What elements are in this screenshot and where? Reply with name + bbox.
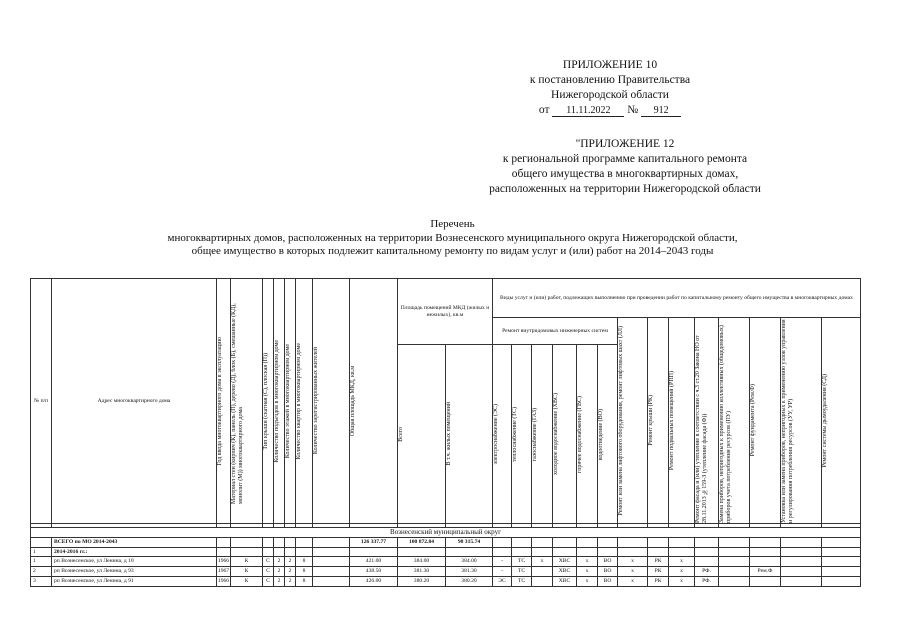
col-header-basement: Ремонт подвальных помещений (РПП) — [669, 370, 675, 471]
decree-date: 11.11.2022 — [552, 105, 624, 117]
col-header-area-group: Площадь помещений МКД (жилых и нежилых), кв.м — [398, 279, 493, 345]
cell-floors: 2 — [285, 567, 296, 577]
cell-meters — [719, 577, 750, 587]
cell-area-living: 381.30 — [446, 567, 493, 577]
cell-drainage: ВО — [598, 557, 618, 567]
cell-year: 1966 — [217, 557, 231, 567]
cell-electric: - — [493, 557, 512, 567]
col-header-electric: электроснабжение (ЭС) — [493, 403, 499, 465]
appendix12-line3: расположенных на территории Нижегородской области — [489, 183, 761, 195]
cell-roof-repair: РК — [648, 577, 669, 587]
cell-control-nodes — [781, 557, 822, 567]
col-header-area-all: Всего — [398, 426, 404, 442]
cell-hot-water: x — [577, 577, 598, 587]
cell-roof-repair: РК — [648, 567, 669, 577]
appendix12-block — [460, 137, 790, 197]
cell-area-all: 384.00 — [398, 557, 446, 567]
cell-address: рп Вознесенское, ул Ленина, д 91 — [52, 577, 217, 587]
cell-cold-water: ХВС — [553, 567, 577, 577]
cell-area-living: 384.00 — [446, 557, 493, 567]
col-header-material: Материал стен (кирпич (К), панель (П), дерево (Д), блок (Б), смешанные (КД), монолит (М)) многоквартирного дома — [231, 302, 244, 504]
appendix12-title: "ПРИЛОЖЕНИЕ 12 — [575, 138, 675, 150]
cell-material: К — [231, 577, 263, 587]
appendix10-title: ПРИЛОЖЕНИЕ 10 — [562, 59, 658, 71]
cell-total-area: 421.00 — [350, 557, 398, 567]
cell-elevator: x — [618, 557, 648, 567]
cell-apartments: 8 — [296, 577, 313, 587]
cell-foundation: Рем.Ф — [750, 567, 781, 577]
col-header-smoke: Ремонт системы дымоудаления (СД) — [822, 373, 828, 468]
col-header-control-nodes: Установка или замена приборов, непригодных к применению узлов управления и регулирования потребления ресурсов (УУ, УР) — [781, 319, 794, 523]
from-label: от — [538, 104, 550, 116]
cell-area-all: 380.20 — [398, 577, 446, 587]
cell-residents — [313, 567, 350, 577]
cell-year: 1966 — [217, 577, 231, 587]
cell-floors: 2 — [285, 577, 296, 587]
col-header-facade: Ремонт фасада и (или) утепление в соответствии с ч.3 ст.20 Закона НО от 28.11.2013 №159-З (утепление фасада (Ф)) — [695, 335, 708, 523]
appendix10-line1: к постановлению Правительства — [529, 74, 691, 86]
heading-line1: многоквартирных домов, расположенных на территории Вознесенского муниципального округа Нижегородской области, — [167, 231, 738, 244]
cell-apartments: 8 — [296, 557, 313, 567]
col-header-foundation: Ремонт фундамента (Рем.Ф) — [750, 384, 756, 457]
period-label: 2014-2016 гг.: — [52, 548, 217, 557]
col-header-num: № п/п — [31, 279, 52, 524]
cell-electric: - — [493, 567, 512, 577]
heading-title: Перечень — [430, 218, 475, 230]
cell-gas — [532, 567, 553, 577]
cell-address: рп Вознесенское, ул Ленина, д 10 — [52, 557, 217, 567]
cell-smoke — [822, 577, 861, 587]
col-header-area-living: В т.ч. жилых помещений — [446, 402, 452, 466]
col-header-engineering-group: Ремонт внутридомовых инженерных систем — [493, 318, 618, 345]
total-label: ВСЕГО по МО 2014-2043 — [52, 538, 217, 548]
cell-roof-repair: РК — [648, 557, 669, 567]
cell-residents — [313, 577, 350, 587]
cell-address: рп Вознесенское, ул Ленина, д 93 — [52, 567, 217, 577]
cell-foundation — [750, 557, 781, 567]
col-header-heating: теплоснабжение (ТС) — [512, 406, 518, 462]
col-header-drainage: водоотведение (ВО) — [598, 408, 604, 460]
district-row: Вознесенский муниципальный округ — [31, 528, 861, 538]
cell-material: К — [231, 567, 263, 577]
cell-drainage: ВО — [598, 567, 618, 577]
cell-hot-water: x — [577, 567, 598, 577]
total-area-all: 100 872.84 — [398, 538, 446, 548]
cell-num: 2 — [31, 567, 52, 577]
cell-hot-water: x — [577, 557, 598, 567]
cell-electric: ЭС — [493, 577, 512, 587]
cell-num: 1 — [31, 557, 52, 567]
number-label: № — [627, 104, 639, 116]
col-header-gas: газоснабжение (ГАЗ) — [532, 407, 538, 461]
cell-basement: x — [669, 557, 695, 567]
cell-cold-water: ХВС — [553, 557, 577, 567]
table-row — [31, 567, 861, 577]
cell-roof: С — [263, 577, 274, 587]
col-header-total-area: Общая площадь МКД, кв.м — [350, 365, 356, 437]
cell-total-area: 426.00 — [350, 577, 398, 587]
cell-drainage: ВО — [598, 577, 618, 587]
cell-area-all: 381.30 — [398, 567, 446, 577]
cell-heating: ТС — [512, 567, 532, 577]
cell-entrances: 2 — [274, 557, 285, 567]
cell-num: 3 — [31, 577, 52, 587]
total-area-living: 98 315.74 — [446, 538, 493, 548]
period-num: 1 — [31, 548, 52, 557]
col-header-roof: Тип крыши (скатная (С), плоская (П)) — [263, 352, 269, 450]
appendix12-line1: к региональной программе капитального ремонта — [502, 153, 748, 165]
cell-total-area: 438.50 — [350, 567, 398, 577]
cell-floors: 2 — [285, 557, 296, 567]
cell-foundation — [750, 577, 781, 587]
house-rows — [31, 557, 861, 587]
table-row — [31, 557, 861, 567]
total-row — [31, 538, 861, 548]
register-table — [30, 278, 861, 587]
cell-roof: С — [263, 567, 274, 577]
col-header-hot-water: горячее водоснабжение (ГВС) — [577, 395, 583, 473]
col-header-elevator: Ремонт или замена лифтового оборудования, ремонт лифтовых шахт (ЛЛ) — [618, 325, 624, 516]
cell-area-living: 380.20 — [446, 577, 493, 587]
cell-entrances: 2 — [274, 567, 285, 577]
cell-heating: ТС — [512, 557, 532, 567]
document-heading — [30, 218, 875, 259]
col-header-floors: Количество этажей в многоквартирном доме — [285, 343, 291, 459]
cell-facade: РФ. — [695, 567, 719, 577]
cell-basement: x — [669, 577, 695, 587]
cell-control-nodes — [781, 567, 822, 577]
cell-control-nodes — [781, 577, 822, 587]
appendix10-block — [500, 58, 720, 118]
cell-smoke — [822, 557, 861, 567]
table-row — [31, 577, 861, 587]
cell-facade: РФ. — [695, 577, 719, 587]
cell-year: 1967 — [217, 567, 231, 577]
cell-facade — [695, 557, 719, 567]
cell-smoke — [822, 567, 861, 577]
col-header-roof-repair: Ремонт крыши (РК) — [648, 395, 654, 446]
period-row — [31, 548, 861, 557]
col-header-cold-water: холодное водоснабжение (ХВС) — [553, 393, 559, 476]
total-total-area: 126 337.77 — [350, 538, 398, 548]
cell-basement: x — [669, 567, 695, 577]
cell-apartments: 8 — [296, 567, 313, 577]
cell-gas — [532, 577, 553, 587]
decree-number: 912 — [641, 105, 681, 117]
appendix12-line2: общего имущества в многоквартирных домах, — [511, 168, 739, 180]
cell-residents — [313, 557, 350, 567]
cell-material: К — [231, 557, 263, 567]
cell-elevator: x — [618, 567, 648, 577]
col-header-entrances: Количество подъездов в многоквартирном доме — [274, 339, 280, 463]
col-header-meters: Замена приборов, непригодных к применению коллективных (общедомовых) приборов учета потребления ресурсов (ПУ) — [719, 325, 732, 523]
col-header-services-group: Виды услуг и (или) работ, подлежащих выполнению при проведении работ по капитальному ремонту общего имущества в многоквартирных домах — [493, 279, 861, 318]
col-header-address: Адрес многоквартирного дома — [52, 279, 217, 524]
heading-line2: общее имущество в которых подлежит капитальному ремонту по видам услуг и (или) работ на 2014–2043 годы — [191, 245, 714, 257]
col-header-year: Год ввода многоквартирного дома в эксплуатацию — [217, 336, 223, 466]
cell-elevator: x — [618, 577, 648, 587]
appendix10-line2: Нижегородской области — [551, 89, 669, 101]
col-header-residents: Количество зарегистрированных жителей — [313, 347, 319, 455]
cell-gas: x — [532, 557, 553, 567]
cell-meters — [719, 567, 750, 577]
cell-meters — [719, 557, 750, 567]
col-header-apartments: Количество квартир в многоквартирном доме — [296, 342, 302, 460]
appendix10-date-row — [500, 103, 720, 118]
cell-roof: С — [263, 557, 274, 567]
cell-cold-water: ХВС — [553, 577, 577, 587]
cell-entrances: 2 — [274, 577, 285, 587]
cell-heating: ТС — [512, 577, 532, 587]
